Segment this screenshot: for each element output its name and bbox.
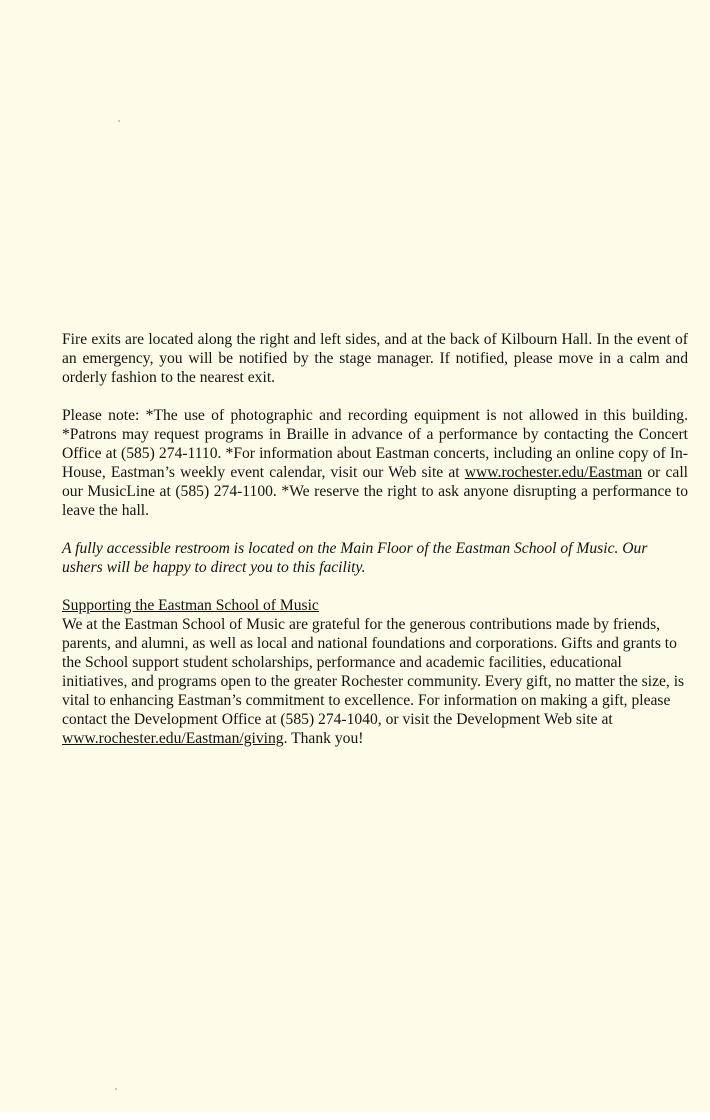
eastman-website-link[interactable]: www.rochester.edu/Eastman xyxy=(464,464,643,481)
supporting-text: We at the Eastman School of Music are grateful for the generous contributions made by friends, parents, and alumni, as well as local and national foundations and corporations. Gifts and grants to the School support student scholarships, performance and academic facilities, educational initiatives, and programs open to the greater Rochester community. Every gift, no matter the size, is vital to enhancing Eastman’s commitment to excellence. For information on making a gift, please contact the Development Office at (585) 274-1040, or visit the Development Web site at xyxy=(62,616,685,728)
paper-speck xyxy=(118,120,120,122)
please-note-paragraph xyxy=(62,406,688,520)
supporting-paragraph xyxy=(62,615,688,748)
supporting-text-continued: . Thank you! xyxy=(283,730,364,747)
supporting-heading: Supporting the Eastman School of Music xyxy=(62,597,319,614)
please-note-text: Please note: *The use of photographic and recording equipment is not allowed in this building. *Patrons may request programs in Braille in advance of a performance by contacting the Concert Office at (585) 274-1110. *For information about Eastman concerts, including an online copy of In-House, Eastman’s weekly event calendar, visit our Web site at xyxy=(62,407,688,481)
scan-edge xyxy=(0,1112,710,1120)
accessibility-paragraph: A fully accessible restroom is located on the Main Floor of the Eastman School of Music. Our ushers will be happy to direct you to this facility. xyxy=(62,540,648,576)
fire-exits-paragraph: Fire exits are located along the right and left sides, and at the back of Kilbourn Hall. In the event of an emergency, you will be notified by the stage manager. If notified, please move in a calm and orderly fashion to the nearest exit. xyxy=(62,331,688,386)
paper-speck xyxy=(115,1088,117,1090)
please-note-text-continued: or call our MusicLine at (585) 274-1100. *We reserve the right to ask anyone disrupting a performance to leave the hall. xyxy=(62,464,689,519)
document-body xyxy=(62,330,688,748)
giving-website-link[interactable]: www.rochester.edu/Eastman/giving xyxy=(62,730,284,747)
